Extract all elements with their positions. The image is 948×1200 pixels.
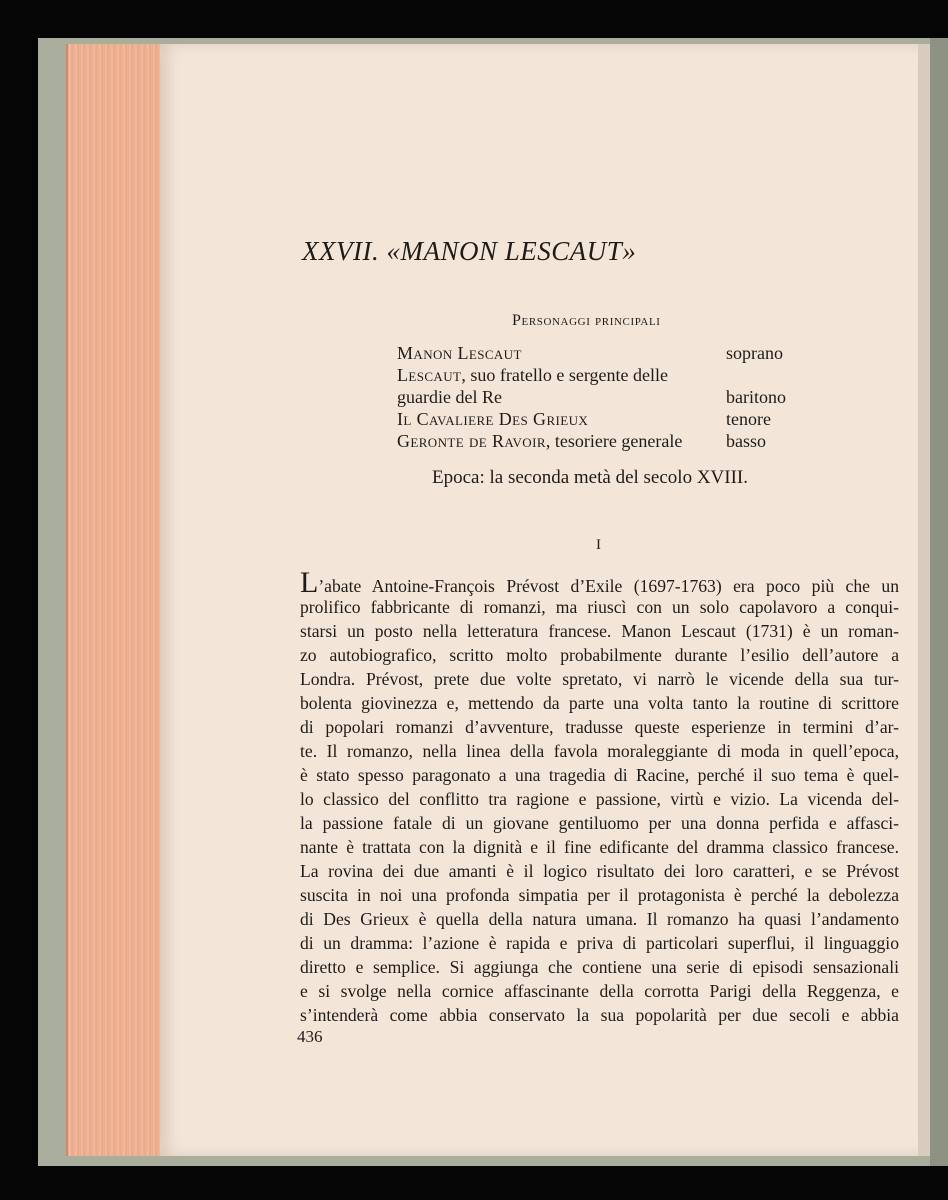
text-line: di popolari romanzi d’avventure, tradusse queste esperienze in termini d’ar-	[300, 717, 899, 737]
drop-cap: L	[300, 566, 319, 599]
chapter-title: XXVII. «MANON LESCAUT»	[302, 236, 637, 266]
cast-heading: Personaggi principali	[512, 312, 661, 329]
cast-name: Manon Lescaut	[397, 343, 522, 363]
text-line: suscita in noi una profonda simpatia per il protagonista è perché la debolezza	[300, 885, 899, 905]
cast-row	[397, 408, 807, 430]
cast-name: guardie del Re	[397, 387, 502, 407]
cast-voice: soprano	[726, 343, 783, 363]
page-number: 436	[297, 1027, 323, 1046]
text-line: bolenta giovinezza e, mettendo da parte una volta tanto la routine di scrittore	[300, 693, 899, 713]
text-line: zo autobiografico, scritto molto probabilmente durante l’esilio dell’autore a	[300, 645, 899, 665]
text-line: s’intenderà come abbia conservato la sua popolarità per due secoli e abbia	[300, 1005, 899, 1025]
cast-list	[397, 342, 807, 452]
text-line: L’abate Antoine-François Prévost d’Exile (1697-1763) era poco più che un	[300, 566, 899, 599]
text-line: di un dramma: l’azione è rapida e priva di particolari superflui, il linguaggio	[300, 933, 899, 953]
text-line: La rovina dei due amanti è il logico risultato dei loro caratteri, e se Prévost	[300, 861, 899, 881]
text-line: starsi un posto nella letteratura francese. Manon Lescaut (1731) è un roman-	[300, 621, 899, 641]
cast-voice: baritono	[726, 387, 786, 407]
text-line: di Des Grieux è quella della natura umana. Il romanzo ha quasi l’andamento	[300, 909, 899, 929]
body-paragraph	[300, 566, 899, 1027]
text-line: diretto e semplice. Si aggiunga che contiene una serie di episodi sensazionali	[300, 957, 899, 977]
text-line: la passione fatale di un giovane gentiluomo per una donna perfida e affasci-	[300, 813, 899, 833]
text-line: e si svolge nella cornice affascinante della corrotta Parigi della Reggenza, e	[300, 981, 899, 1001]
cast-name: Geronte de Ravoir, tesoriere generale	[397, 431, 683, 451]
cast-row	[397, 386, 807, 408]
text-line: Londra. Prévost, prete due volte spretato, vi narrò le vicende della sua tur-	[300, 669, 899, 689]
section-number: I	[596, 537, 601, 553]
epoch-line: Epoca: la seconda metà del secolo XVIII.	[432, 467, 749, 488]
page-gutter	[918, 44, 930, 1156]
cast-name: Lescaut, suo fratello e sergente delle	[397, 365, 668, 385]
text-line: nante è trattata con la dignità e il fine edificante del dramma classico francese.	[300, 837, 899, 857]
cast-name: Il Cavaliere Des Grieux	[397, 409, 589, 429]
text-line: te. Il romanzo, nella linea della favola moraleggiante di moda in quell’epoca,	[300, 741, 899, 761]
cast-voice: basso	[726, 431, 766, 451]
cast-row	[397, 430, 807, 452]
cast-voice: tenore	[726, 409, 771, 429]
cast-row	[397, 342, 807, 364]
text-line: è stato spesso paragonato a una tragedia di Racine, perché il suo tema è quel-	[300, 765, 899, 785]
text-line: lo classico del conflitto tra ragione e passione, virtù e vizio. La vicenda del-	[300, 789, 899, 809]
page-edges	[66, 44, 164, 1156]
cast-row	[397, 364, 807, 386]
cover-edge	[930, 38, 948, 1166]
text-line: prolifico fabbricante di romanzi, ma riuscì con un solo capolavoro a conqui-	[300, 597, 899, 617]
